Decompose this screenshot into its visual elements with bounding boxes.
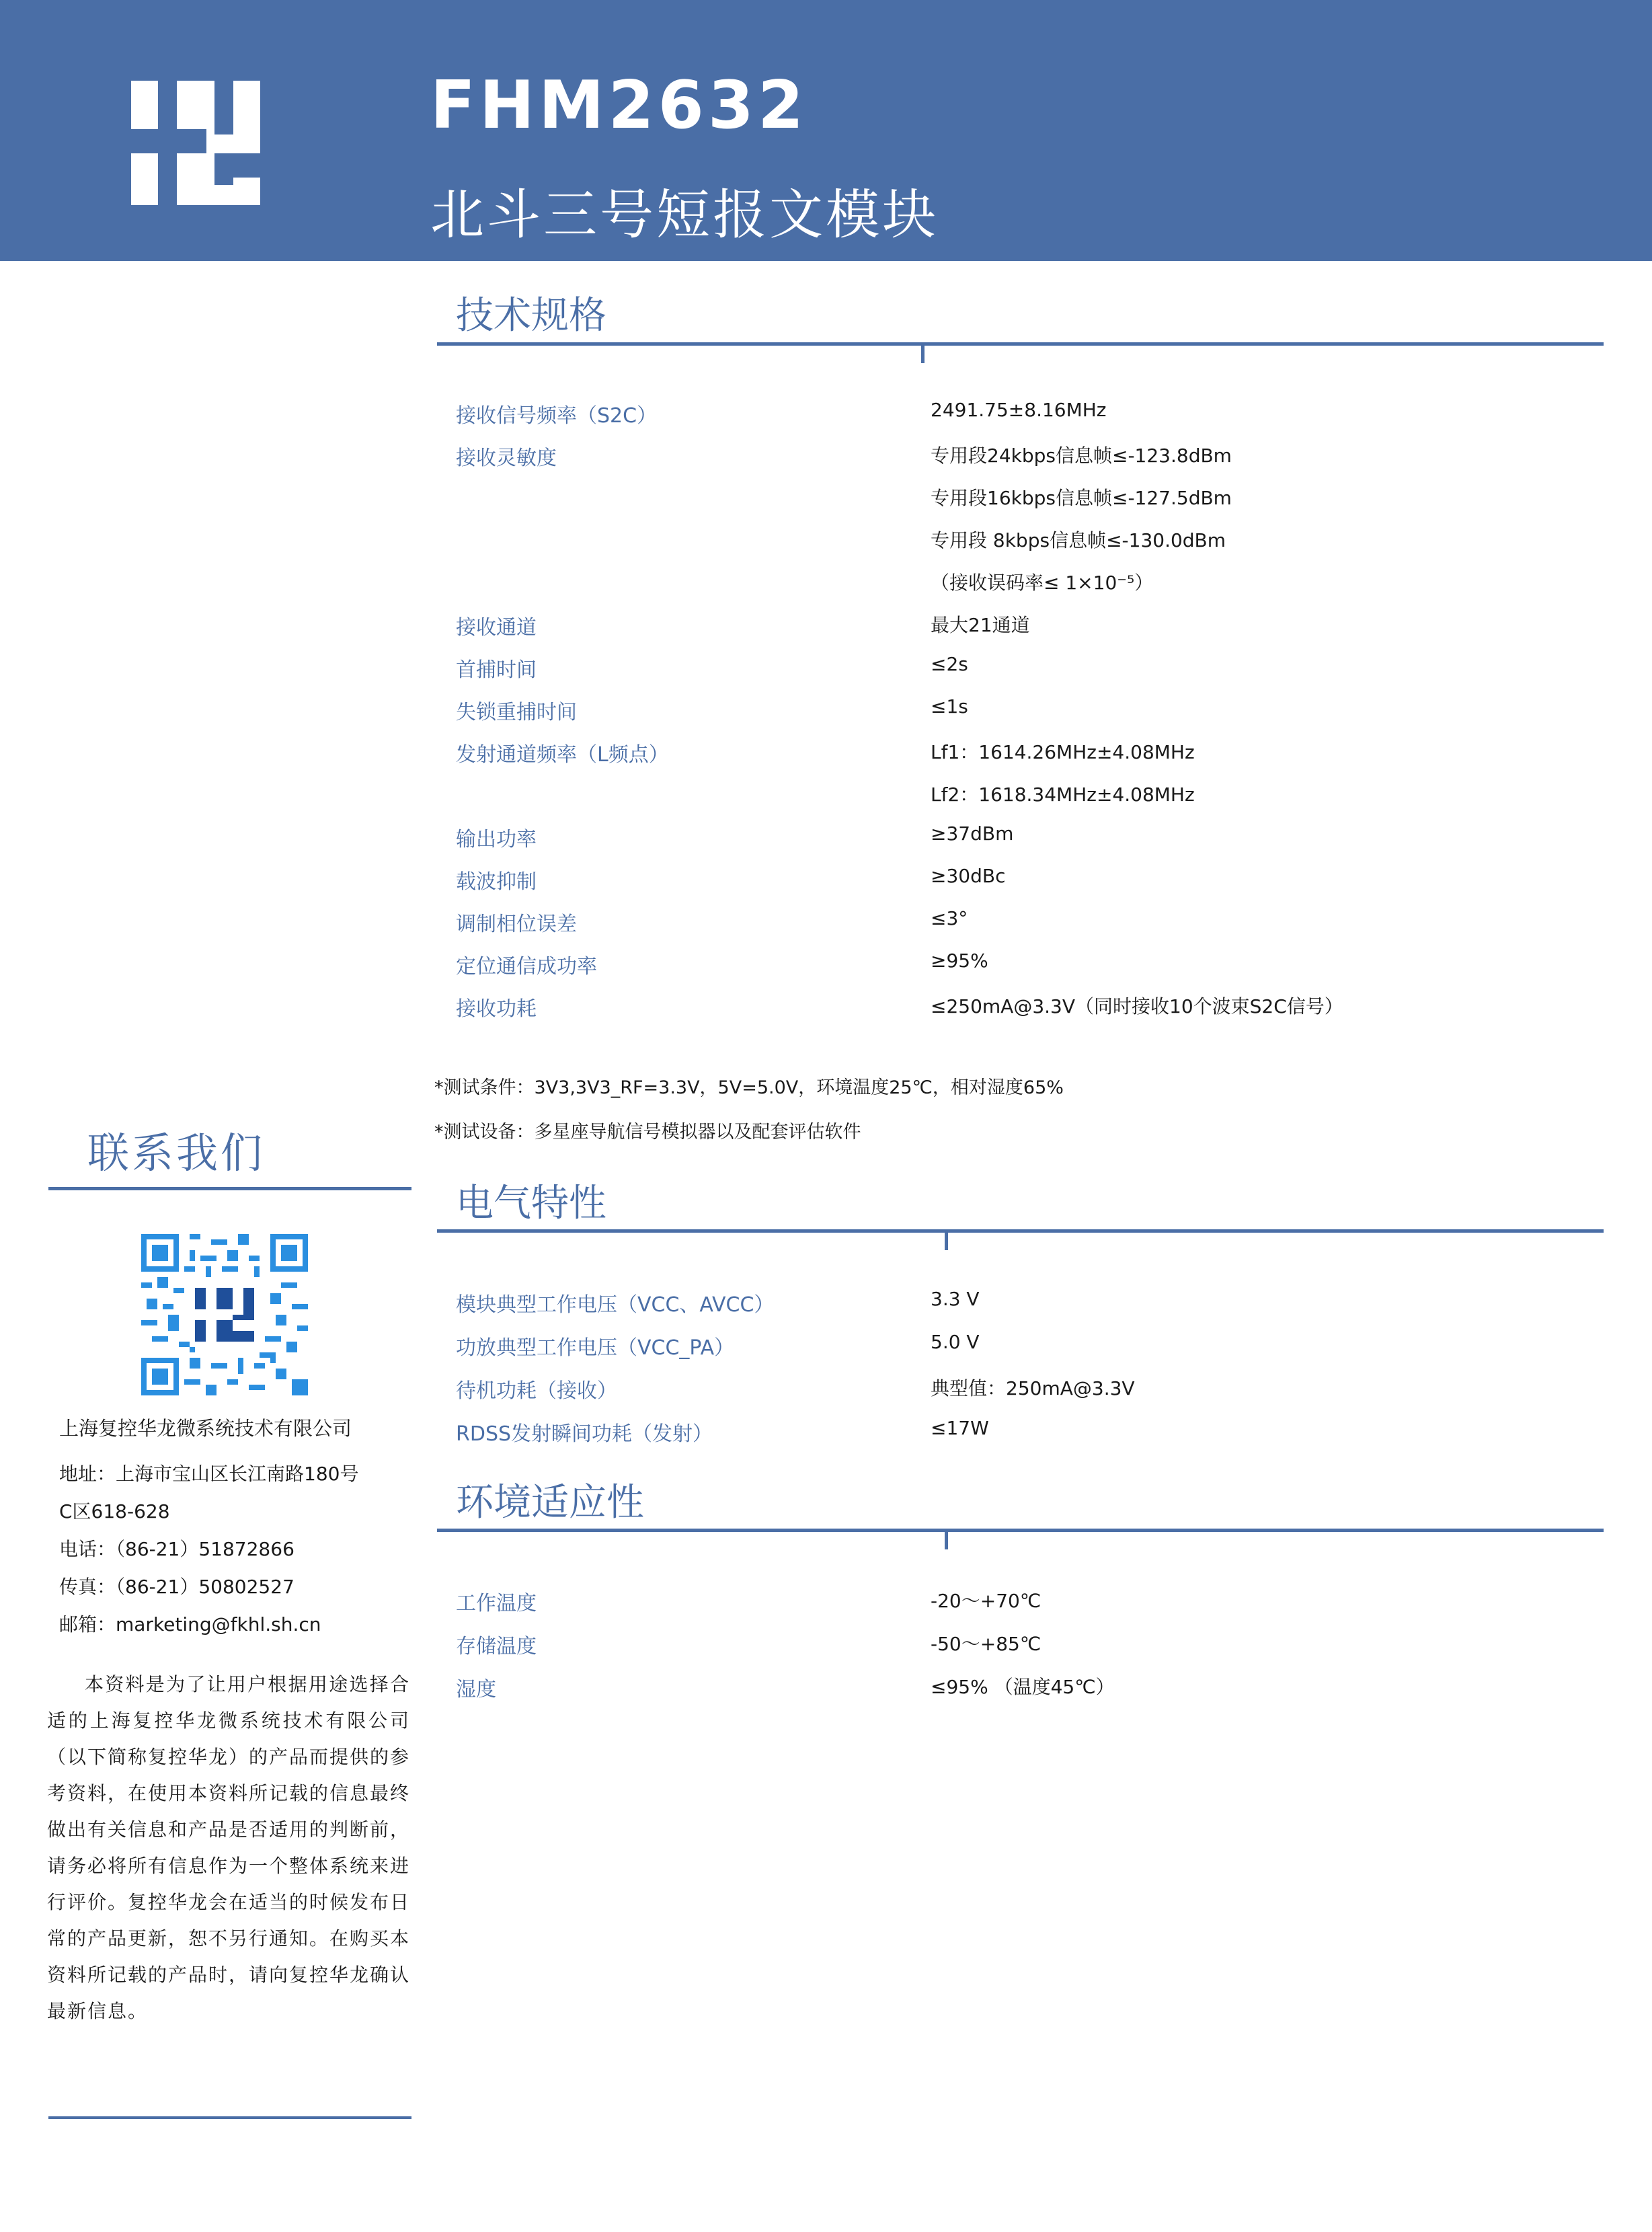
test-equipment-note: *测试设备：多星座导航信号模拟器以及配套评估软件 xyxy=(434,1122,861,1143)
spec-value: -50～+85℃ xyxy=(931,1633,1041,1655)
spec-value: ≤17W xyxy=(931,1417,989,1439)
footer-divider xyxy=(48,2116,411,2119)
spec-label: 存储温度 xyxy=(456,1635,537,1658)
spec-label: 载波抑制 xyxy=(456,870,537,894)
spec-label: 调制相位误差 xyxy=(456,913,577,936)
spec-label: 工作温度 xyxy=(456,1592,537,1615)
spec-value: ≥37dBm xyxy=(931,822,1014,845)
contact-title: 联系我们 xyxy=(87,1128,266,1178)
contact-divider xyxy=(48,1187,411,1190)
table-row xyxy=(0,738,1652,778)
spec-value: ≤95% （温度45℃） xyxy=(931,1676,1115,1698)
table-row xyxy=(0,695,1652,736)
spec-label: 输出功率 xyxy=(456,828,537,851)
divider-tick xyxy=(945,1233,948,1250)
spec-label: 接收功耗 xyxy=(456,997,537,1021)
spec-label: 接收灵敏度 xyxy=(456,447,557,470)
spec-value: ≤3° xyxy=(931,907,968,929)
address-line: C区618-628 xyxy=(59,1500,170,1523)
spec-value: -20～+70℃ xyxy=(931,1590,1041,1612)
section-title-tech-specs: 技术规格 xyxy=(456,294,606,338)
spec-value: 最大21通道 xyxy=(931,614,1030,636)
section-divider xyxy=(437,1529,1604,1532)
table-row xyxy=(0,441,1652,482)
company-name: 上海复控华龙微系统技术有限公司 xyxy=(59,1417,352,1440)
spec-value: ≤2s xyxy=(931,653,968,675)
spec-label: 模块典型工作电压（VCC、AVCC） xyxy=(456,1293,775,1317)
spec-value: 5.0 V xyxy=(931,1331,980,1353)
company-logo-icon xyxy=(131,81,260,205)
section-divider xyxy=(437,1229,1604,1233)
spec-value: Lf2：1618.34MHz±4.08MHz xyxy=(931,783,1195,806)
table-row xyxy=(0,484,1652,524)
spec-value: ≥95% xyxy=(931,950,988,972)
spec-value: Lf1：1614.26MHz±4.08MHz xyxy=(931,741,1195,763)
spec-value: 典型值：250mA@3.3V xyxy=(931,1377,1135,1399)
divider-tick xyxy=(921,346,925,363)
spec-value: ≥30dBc xyxy=(931,865,1006,887)
spec-label: 失锁重捕时间 xyxy=(456,701,577,724)
spec-label: RDSS发射瞬间功耗（发射） xyxy=(456,1422,713,1446)
spec-value: 2491.75±8.16MHz xyxy=(931,399,1107,421)
fax-line: 传真：（86-21）50802527 xyxy=(59,1576,294,1598)
table-row xyxy=(0,865,1652,905)
spec-label: 待机功耗（接收） xyxy=(456,1379,617,1403)
header-banner xyxy=(0,0,1652,261)
table-row xyxy=(0,526,1652,566)
spec-value: 3.3 V xyxy=(931,1288,980,1310)
spec-label: 湿度 xyxy=(456,1678,496,1701)
spec-value: 专用段24kbps信息帧≤-123.8dBm xyxy=(931,445,1232,467)
table-row xyxy=(0,907,1652,948)
spec-label: 功放典型工作电压（VCC_PA） xyxy=(456,1336,735,1360)
email-line: 邮箱：marketing@fkhl.sh.cn xyxy=(59,1613,321,1635)
spec-label: 首捕时间 xyxy=(456,658,537,682)
table-row xyxy=(0,822,1652,863)
product-code: FHM2632 xyxy=(430,67,808,144)
product-name: 北斗三号短报文模块 xyxy=(430,184,939,246)
table-row xyxy=(0,950,1652,990)
section-title-electrical: 电气特性 xyxy=(456,1182,606,1225)
table-row xyxy=(0,653,1652,693)
spec-label: 发射通道频率（L频点） xyxy=(456,743,669,767)
table-row xyxy=(0,992,1652,1032)
phone-line: 电话：（86-21）51872866 xyxy=(59,1538,294,1560)
section-divider xyxy=(437,342,1604,346)
divider-tick xyxy=(945,1532,948,1549)
spec-value: ≤1s xyxy=(931,695,968,718)
spec-value: （接收误码率≤ 1×10⁻⁵） xyxy=(931,572,1154,594)
address-line: 地址：上海市宝山区长江南路180号 xyxy=(59,1463,359,1485)
spec-label: 接收通道 xyxy=(456,616,537,640)
table-row xyxy=(0,611,1652,651)
section-title-environment: 环境适应性 xyxy=(456,1481,644,1525)
qr-code-icon xyxy=(141,1234,308,1395)
table-row xyxy=(0,780,1652,820)
disclaimer-text: 本资料是为了让用户根据用途选择合适的上海复控华龙微系统技术有限公司（以下简称复控华龙）的产品而提供的参考资料，在使用本资料所记载的信息最终做出有关信息和产品是否适用的判断前，请务必将所有信息作为一个整体系统来进行评价。复控华龙会在适当的时候发布日常的产品更新，恕不另行通知。在购买本资料所记载的产品时，请向复控华龙确认最新信息。 xyxy=(47,1673,411,2022)
spec-value: 专用段16kbps信息帧≤-127.5dBm xyxy=(931,487,1232,509)
test-conditions-note: *测试条件：3V3,3V3_RF=3.3V，5V=5.0V，环境温度25℃，相对湿度65% xyxy=(434,1077,1064,1098)
spec-label: 接收信号频率（S2C） xyxy=(456,404,658,428)
table-row xyxy=(0,399,1652,439)
spec-value: 专用段 8kbps信息帧≤-130.0dBm xyxy=(931,529,1226,551)
table-row xyxy=(0,568,1652,609)
spec-label: 定位通信成功率 xyxy=(456,955,597,978)
spec-value: ≤250mA@3.3V（同时接收10个波束S2C信号） xyxy=(931,995,1343,1017)
